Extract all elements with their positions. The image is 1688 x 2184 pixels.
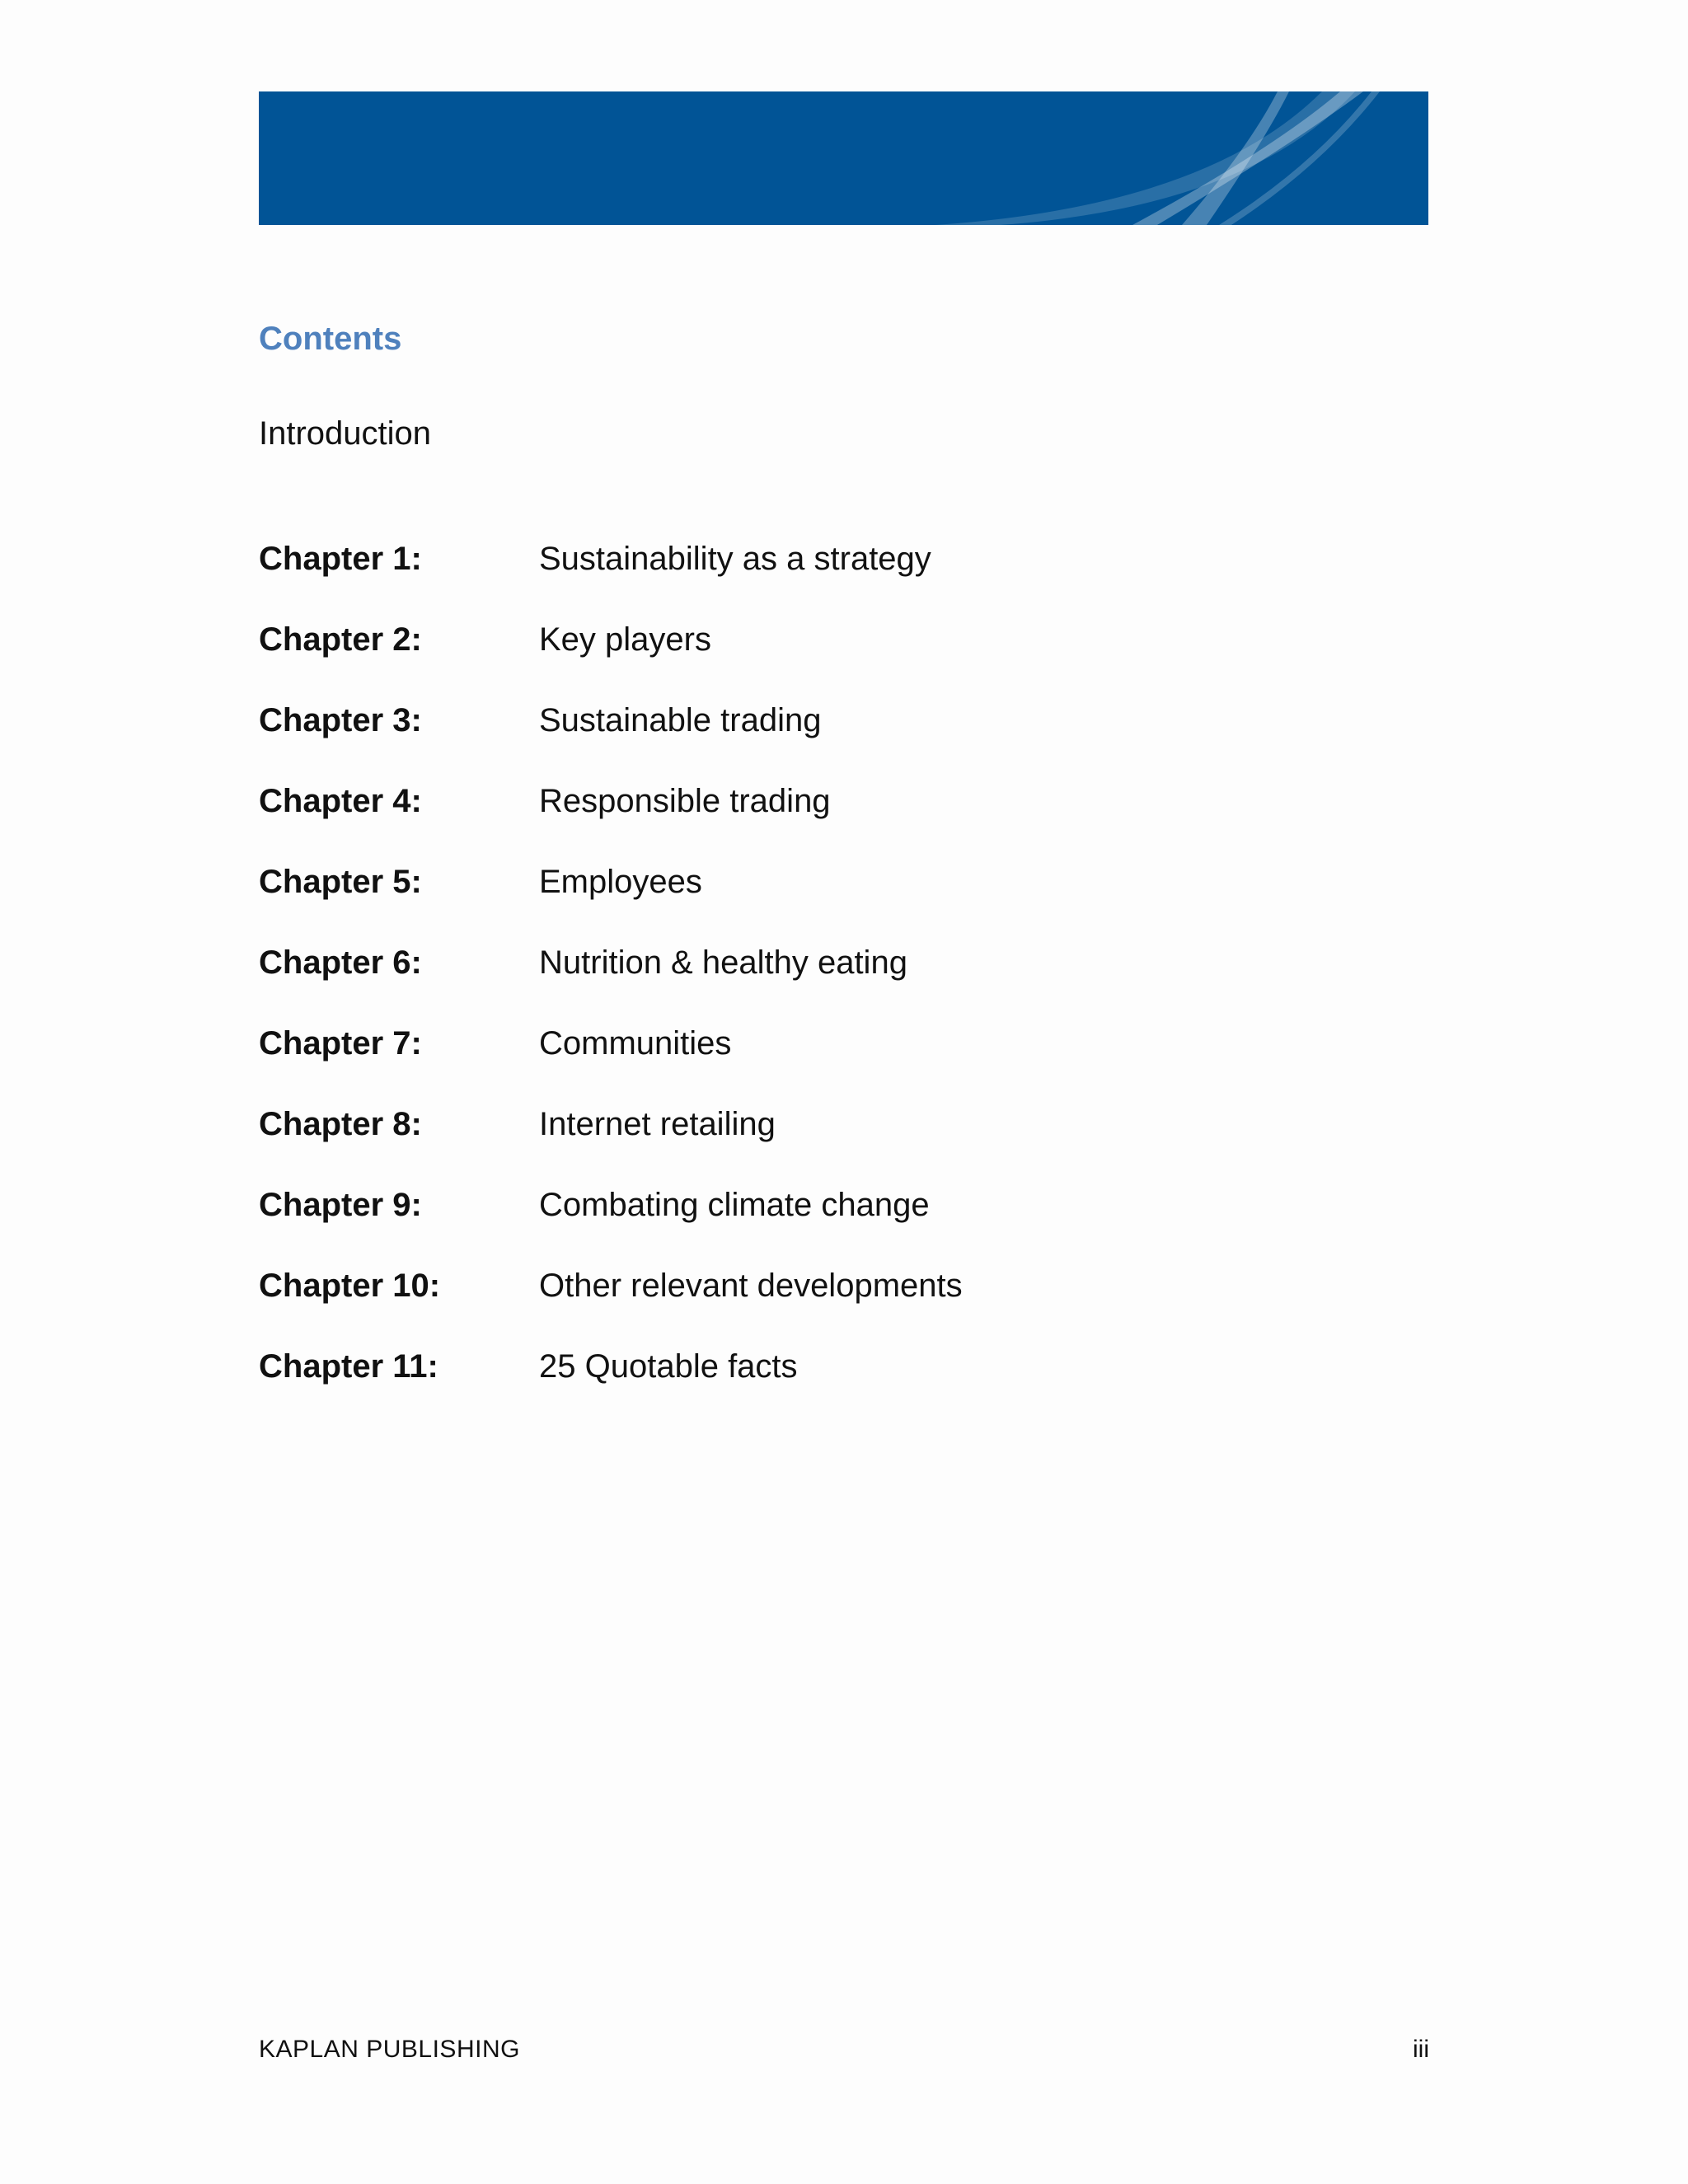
chapter-title: Responsible trading <box>539 783 831 819</box>
page-number: iii <box>1413 2036 1429 2063</box>
toc-entry <box>259 778 1413 859</box>
header-banner <box>259 91 1428 225</box>
toc-entry <box>259 859 1413 940</box>
footer-publisher: KAPLAN PUBLISHING <box>259 2036 520 2063</box>
chapter-number: Chapter 1: <box>259 541 422 577</box>
swoosh-decoration <box>259 91 1428 225</box>
chapter-title: Employees <box>539 864 702 900</box>
chapter-title: Combating climate change <box>539 1187 930 1223</box>
toc-list <box>259 536 1413 1424</box>
chapter-number: Chapter 4: <box>259 783 422 819</box>
chapter-number: Chapter 10: <box>259 1268 441 1304</box>
toc-entry <box>259 616 1413 697</box>
toc-entry <box>259 1101 1413 1182</box>
chapter-title: Internet retailing <box>539 1106 776 1142</box>
chapter-number: Chapter 9: <box>259 1187 422 1223</box>
chapter-title: Sustainable trading <box>539 702 822 738</box>
chapter-number: Chapter 2: <box>259 621 422 658</box>
toc-entry <box>259 1182 1413 1263</box>
chapter-title: Nutrition & healthy eating <box>539 944 907 981</box>
toc-entry <box>259 940 1413 1020</box>
chapter-title: Communities <box>539 1025 732 1062</box>
chapter-title: Key players <box>539 621 711 658</box>
chapter-title: Sustainability as a strategy <box>539 541 931 577</box>
chapter-number: Chapter 7: <box>259 1025 422 1062</box>
toc-introduction: Introduction <box>259 415 432 452</box>
toc-entry <box>259 1263 1413 1343</box>
chapter-number: Chapter 5: <box>259 864 422 900</box>
toc-entry <box>259 536 1413 616</box>
toc-entry <box>259 1343 1413 1424</box>
chapter-number: Chapter 8: <box>259 1106 422 1142</box>
chapter-title: Other relevant developments <box>539 1268 963 1304</box>
chapter-number: Chapter 6: <box>259 944 422 981</box>
toc-entry <box>259 697 1413 778</box>
contents-heading: Contents <box>259 321 402 357</box>
chapter-number: Chapter 3: <box>259 702 422 738</box>
chapter-title: 25 Quotable facts <box>539 1348 798 1385</box>
chapter-number: Chapter 11: <box>259 1348 438 1385</box>
toc-entry <box>259 1020 1413 1101</box>
